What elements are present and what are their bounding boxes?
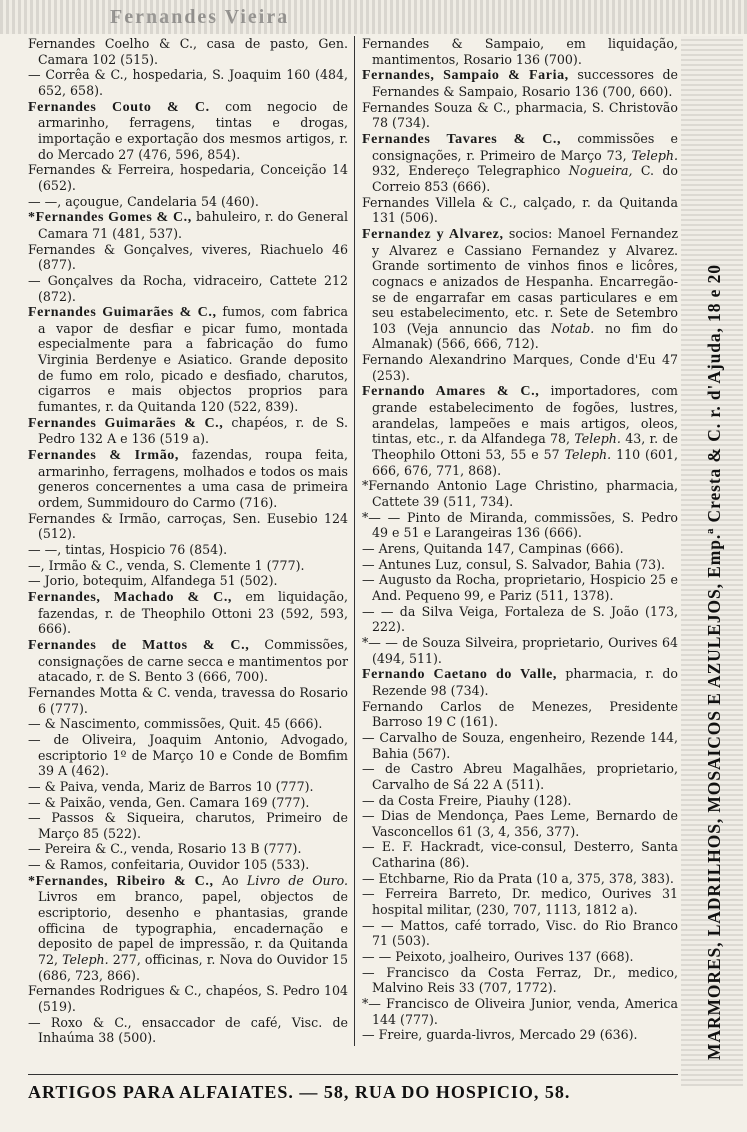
entry-text: Fernandes Motta & C. venda, travessa do Rosario 6 (777). [28, 684, 348, 716]
entry-text: 932, Endereço Telegraphico [372, 163, 569, 179]
entry-firm-name: Fernandes de Mattos & C., [28, 637, 250, 653]
entry-text: successores de Fernandes & Sampaio, Rosario 136 (700, 660). [372, 67, 678, 99]
directory-entry [28, 841, 348, 857]
entry-text: — —, açougue, Candelaria 54 (460). [28, 193, 259, 209]
entry-text: Fernandes Coelho & C., casa de pasto, Gen. Camara 102 (515). [28, 36, 348, 67]
directory-entry [28, 732, 348, 779]
directory-entry [28, 685, 348, 716]
entry-firm-name: Fernandes Guimarães & C., [28, 305, 217, 321]
entry-firm-name: Fernandes, Sampaio & Faria, [362, 68, 569, 84]
entry-text: importadores, com grande estabelecimento de fogões, lustres, arandelas, lampeões e mais artigos, oleos, tintas, etc., r. da Alfandega 78, [372, 383, 678, 447]
entry-text: — Augusto da Rocha, proprietario, Hospicio 25 e And. Pequeno 99, e Pariz (511, 1378). [362, 572, 678, 603]
entry-text: C. do Correio 853 (666). [372, 163, 678, 194]
entry-text: Notab. [551, 320, 595, 336]
directory-entry [362, 36, 678, 67]
directory-entry [362, 808, 678, 839]
page-header [0, 0, 747, 34]
directory-entry [28, 162, 348, 193]
entry-firm-name: *Fernandes, Ribeiro & C., [28, 873, 214, 889]
directory-entry [362, 699, 678, 730]
entry-text: Commissões, consignações de carne secca e mantimentos por atacado, r. de S. Bento 3 (666, 700). [38, 636, 348, 685]
column-divider [354, 36, 355, 1046]
entry-text: bahuleiro, r. do General Camara 71 (481, 537). [38, 209, 348, 241]
entry-text: Livros em branco, papel, objectos de escriptorio, desenho e phantasias, grande officina de typographia, encadernação e deposito de papel de impressão, r. da Quitanda 72, [38, 889, 348, 968]
entry-text: Teleph. [574, 431, 621, 447]
entry-text: — Arens, Quitanda 147, Campinas (666). [362, 541, 624, 556]
entry-text: Fernandes & Gonçalves, viveres, Riachuelo 46 (877). [28, 241, 348, 273]
directory-entry [362, 541, 678, 557]
entry-firm-name: Fernandez y Alvarez, [362, 226, 504, 242]
entry-text: — & Paixão, venda, Gen. Camara 169 (777). [28, 794, 310, 810]
directory-entry [28, 273, 348, 304]
directory-entry [28, 983, 348, 1014]
directory-entry [28, 873, 348, 984]
directory-entry [362, 510, 678, 541]
directory-entry [362, 730, 678, 761]
directory-entry [28, 67, 348, 98]
entry-text: — Dias de Mendonça, Paes Leme, Bernardo de Vasconcellos 61 (3, 4, 356, 377). [362, 808, 678, 839]
directory-entry [362, 965, 678, 996]
directory-entry [28, 558, 348, 574]
entry-text: socios: Manoel Fernandez y Alvarez e Cassiano Fernandez y Alvarez. Grande sortimento de vinhos finos e licôres, cognacs e anizados de Hespanha. Encarregão-se de engarrafar em casas particulares e em seu estabelecimento, etc. r. Sete de Setembro 103 (Veja annuncio das [372, 225, 678, 336]
directory-entry [362, 478, 678, 509]
directory-entry [28, 795, 348, 811]
entry-text: Fernandes & Ferreira, hospedaria, Conceição 14 (652). [28, 162, 348, 193]
side-advert-text: MARMORES, LADRILHOS, MOSAICOS E AZULEJOS, Emp.ª Cresta & C. r. d'Ajuda, 18 e 20 [704, 264, 724, 1060]
entry-text: — Etchbarne, Rio da Prata (10 a, 375, 378, 383). [362, 870, 674, 886]
directory-entry [362, 949, 678, 965]
entry-text: — de Castro Abreu Magalhães, proprietario, Carvalho de Sá 22 A (511). [362, 761, 678, 792]
entry-firm-name: Fernandes, Machado & C., [28, 589, 233, 605]
entry-text: Fernando Carlos de Menezes, Presidente Barroso 19 C (161). [362, 698, 678, 730]
directory-entry [28, 857, 348, 873]
directory-entry [362, 635, 678, 666]
directory-entry [28, 242, 348, 273]
directory-entry [28, 573, 348, 589]
directory-entry [28, 209, 348, 241]
entry-text: *Fernando Antonio Lage Christino, pharmacia, Cattete 39 (511, 734). [362, 478, 678, 510]
entry-text: Teleph. [564, 447, 612, 463]
entry-text: com negocio de armarinho, ferragens, tintas e drogas, importação e exportação dos mesmos artigos, r. do Mercado 27 (476, 596, 854). [38, 98, 348, 162]
entry-text: Fernando Alexandrino Marques, Conde d'Eu 47 (253). [362, 352, 678, 383]
directory-entry [28, 415, 348, 447]
entry-text: — — Mattos, café torrado, Visc. do Rio Branco 71 (503). [362, 917, 678, 949]
entry-text: commissões e consignações, r. Primeiro de Março 73, [372, 130, 678, 163]
directory-entry [362, 1027, 678, 1043]
entry-text: Fernandes Villela & C., calçado, r. da Quitanda 131 (506). [362, 194, 678, 226]
directory-entry [362, 383, 678, 478]
directory-entry [362, 996, 678, 1027]
entry-text: — E. F. Hackradt, vice-consul, Desterro, Santa Catharina (86). [362, 839, 678, 871]
entry-text: fumos, com fabrica a vapor de desfiar e picar fumo, montada especialmente para a fabricação do fumo Virginia Berdenye e Asiatico. Grande deposito de fumo em rolo, picado e desfiado, charutos, cigarros e mais objectos proprios para fumantes, r. da Quitanda 120 (522, 839). [38, 304, 348, 415]
directory-entry [362, 67, 678, 99]
entry-text: — Gonçalves da Rocha, vidraceiro, Cattete 212 (872). [28, 272, 348, 304]
directory-entry [362, 918, 678, 949]
directory-entry [362, 871, 678, 887]
footer-rule [28, 1074, 678, 1075]
entry-firm-name: Fernandes Tavares & C., [362, 131, 562, 147]
entry-text: — Francisco da Costa Ferraz, Dr., medico, Malvino Reis 33 (707, 1772). [362, 964, 678, 996]
entry-text: — Roxo & C., ensaccador de café, Visc. de Inhaúma 38 (500). [28, 1014, 348, 1046]
entry-text: Fernandes Souza & C., pharmacia, S. Christovão 78 (734). [362, 99, 678, 131]
entry-text: Ao [213, 872, 247, 888]
directory-entry [362, 886, 678, 917]
directory-entry [28, 589, 348, 637]
directory-entry [362, 761, 678, 792]
entry-firm-name: Fernandes Guimarães & C., [28, 415, 224, 431]
entry-text: —, Irmão & C., venda, S. Clemente 1 (777). [28, 557, 305, 573]
entry-text: — — Peixoto, joalheiro, Ourives 137 (668). [362, 949, 634, 965]
directory-entry [362, 839, 678, 870]
entry-text: — Pereira & C., venda, Rosario 13 B (777). [28, 841, 302, 857]
directory-entry [28, 1015, 348, 1046]
entry-text: pharmacia, r. do Rezende 98 (734). [372, 666, 678, 698]
directory-entry [362, 195, 678, 226]
entry-text: *— — de Souza Silveira, proprietario, Ourives 64 (494, 511). [362, 634, 678, 666]
entry-text: *— Francisco de Oliveira Junior, venda, America 144 (777). [362, 996, 678, 1027]
entry-text: Livro de Ouro. [246, 872, 348, 888]
directory-entry [362, 557, 678, 573]
directory-entry [362, 100, 678, 131]
entry-text: — Ferreira Barreto, Dr. medico, Ourives 31 hospital militar, (230, 707, 1113, 1812 a). [362, 886, 678, 918]
entry-text: Teleph. [62, 952, 109, 968]
entry-text: 110 (601, 666, 676, 771, 868). [372, 447, 678, 478]
entry-text: *— — Pinto de Miranda, commissões, S. Pedro 49 e 51 e Larangeiras 136 (666). [362, 509, 678, 541]
entry-text: no fim do Almanak) (566, 666, 712). [372, 320, 678, 352]
entry-text: — Corrêa & C., hospedaria, S. Joaquim 160 (484, 652, 658). [28, 67, 348, 98]
directory-entry [28, 779, 348, 795]
entry-text: — Antunes Luz, consul, S. Salvador, Bahia (73). [362, 556, 665, 572]
entry-firm-name: Fernando Caetano do Valle, [362, 667, 558, 683]
footer-advert: ARTIGOS PARA ALFAIATES. — 58, RUA DO HOSPICIO, 58. [28, 1082, 571, 1102]
directory-entry [362, 226, 678, 352]
directory-entry [28, 304, 348, 415]
entry-text: Fernandes & Irmão, carroças, Sen. Eusebio 124 (512). [28, 510, 348, 542]
entry-text: Teleph. [631, 147, 678, 163]
entry-text: — de Oliveira, Joaquim Antonio, Advogado, escriptorio 1º de Março 10 e Conde de Bomfim 39 A (462). [28, 731, 348, 779]
entry-firm-name: *Fernandes Gomes & C., [28, 210, 192, 226]
entry-text: — —, tintas, Hospicio 76 (854). [28, 542, 228, 557]
entry-text: — & Ramos, confeitaria, Ouvidor 105 (533). [28, 857, 310, 873]
directory-entry [362, 604, 678, 635]
entry-firm-name: Fernandes & Irmão, [28, 448, 179, 464]
directory-entry [362, 352, 678, 383]
directory-entry [28, 810, 348, 841]
directory-entry [362, 666, 678, 698]
entry-text: — Freire, guarda-livros, Mercado 29 (636). [362, 1027, 638, 1043]
directory-entry [362, 793, 678, 809]
directory-entry [362, 131, 678, 195]
directory-entry [28, 637, 348, 685]
entry-text: — & Paiva, venda, Mariz de Barros 10 (777). [28, 778, 314, 794]
entry-text: — & Nascimento, commissões, Quit. 45 (666). [28, 716, 323, 732]
left-column [28, 36, 348, 1046]
right-column [362, 36, 678, 1046]
entry-text: — Carvalho de Souza, engenheiro, Rezende 144, Bahia (567). [362, 729, 678, 761]
entry-text: — da Costa Freire, Piauhy (128). [362, 792, 572, 808]
directory-entry [28, 447, 348, 511]
directory-entry [362, 572, 678, 603]
directory-entry [28, 194, 348, 210]
entry-text: Fernandes & Sampaio, em liquidação, mantimentos, Rosario 136 (700). [362, 36, 678, 67]
entry-text: 277, officinas, r. Nova do Ouvidor 15 (686, 723, 866). [38, 952, 348, 983]
entry-text: em liquidação, fazendas, r. de Theophilo Ottoni 23 (592, 593, 666). [38, 588, 348, 637]
directory-entry [28, 511, 348, 542]
directory-entry [28, 542, 348, 558]
entry-text: fazendas, roupa feita, armarinho, ferragens, molhados e todos os mais generos concernentes a uma casa de primeira ordem, Summidouro do Carmo (716). [38, 447, 348, 511]
entry-text: Nogueira, [568, 163, 633, 179]
entry-text: 43, r. de Theophilo Ottoni 53, 55 e 57 [372, 431, 678, 463]
directory-entry [28, 99, 348, 163]
entry-text: — Passos & Siqueira, charutos, Primeiro de Março 85 (522). [28, 810, 348, 841]
directory-entry [28, 716, 348, 732]
entry-firm-name: Fernando Amares & C., [362, 384, 540, 400]
entry-text: Fernandes Rodrigues & C., chapéos, S. Pedro 104 (519). [28, 983, 348, 1015]
entry-text: — — da Silva Veiga, Fortaleza de S. João (173, 222). [362, 603, 678, 635]
entry-text: — Jorio, botequim, Alfandega 51 (502). [28, 573, 278, 589]
entry-firm-name: Fernandes Couto & C. [28, 99, 210, 115]
header-title: Fernandes Vieira [110, 6, 290, 28]
entry-text: chapéos, r. de S. Pedro 132 A e 136 (519 a). [38, 414, 348, 447]
directory-entry [28, 36, 348, 67]
